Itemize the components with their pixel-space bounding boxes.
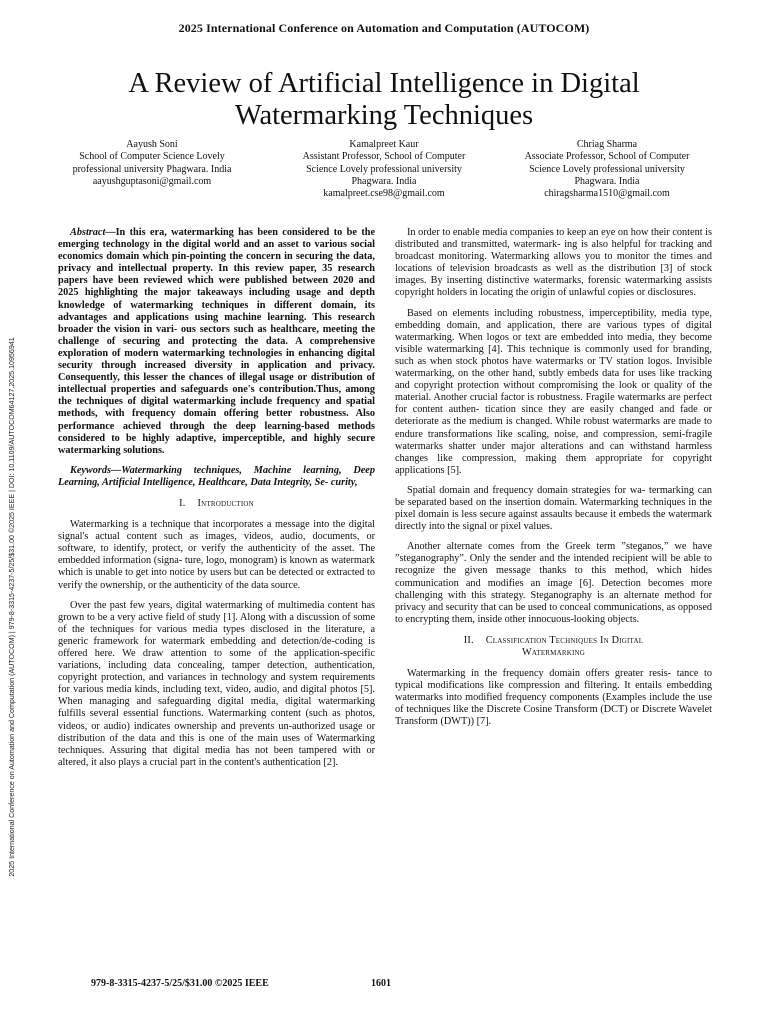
author-affiliation: Science Lovely professional university xyxy=(306,163,462,175)
section-number: I. xyxy=(179,497,186,509)
author-affiliation: professional university Phagwara. India xyxy=(72,163,232,175)
author-name: Chriag Sharma xyxy=(576,139,638,150)
keywords: Keywords—Watermarking techniques, Machine learning, Deep Learning, Artificial Intelligence, Healthcare, Data Integrity, Se- curity, xyxy=(58,464,375,488)
author-affiliation: Assistant Professor, School of Computer xyxy=(302,151,466,163)
author-name: Aayush Soni xyxy=(126,139,178,150)
abstract-lead: Abstract xyxy=(70,227,106,238)
section-title-line1: Classification Techniques In Digital xyxy=(485,634,644,646)
author-affiliation: Phagwara. India xyxy=(351,175,417,187)
author-3 xyxy=(519,139,695,200)
author-affiliation: Phagwara. India xyxy=(574,175,640,187)
section-title: Introduction xyxy=(197,497,254,509)
author-email[interactable]: kamalpreet.cse98@gmail.com xyxy=(323,188,445,200)
paragraph: Watermarking is a technique that incorporates a message into the digital signal's actual content such as images, videos, audio, documents, or software, to identify, protect, or verify the authenticity of the asset. The embedded information (signa- ture, logo, monogram) is known as watermark which is unable to get into notice by users but can be detected or extracted to verify the ownership, or the authenticity of the data source. xyxy=(58,519,375,591)
section-heading-introduction xyxy=(58,498,375,510)
left-column xyxy=(58,227,375,777)
abstract xyxy=(58,227,375,457)
doi-citation-text: 2025 International Conference on Automation and Computation (AUTOCOM) | 979-8-3315-4237-5/25/$31.00 ©2025 IEEE | DOI: 10.1109/AUTOCOM64127.2025.10956941 xyxy=(8,337,16,877)
abstract-text: —In this era, watermarking has been considered to be the emerging technology in the digital world and an asset to various social economics domain which pin-pointing the concern in securing the data, privacy and intellectual property. In this review paper, 35 research papers have been reviewed which were published between 2020 and 2025 highlighting the major takeaways including usage and depth knowledge of watermarking techniques in different domain, its advantages and applications using machine learning. This research broader the vision in vari- ous sectors such as healthcare, meeting the challenge of securing and protecting the data. A comprehensive exploration of modern watermarking technologies in enhancing digital security through increased diversity in application and privacy. Consequently, this lesser the chances of illegal usage or distribution of intellectual properties and safeguards one's contribution.Thus, among the techniques of digital watermarking include frequency and spatial methods, with frequency domain offering better robustness. Also performance achieved through the deep learning-based methods considered to be highly adaptive, imperceptible, and highly secure watermarking solutions. xyxy=(58,227,375,456)
paragraph: Another alternate comes from the Greek term ”steganos,” we have ”steganography”. Only the sender and the intended recipient will be able to recognize the given message thanks to this method, which hides communication and modifies an image [6]. Detection becomes more challenging with this strategy. Steganography is an alternate method for privacy and security that can be used to conceal communications, as opposed to encrypting them, inside other innocuous-looking objects. xyxy=(395,541,712,625)
author-email[interactable]: chiragsharma1510@gmail.com xyxy=(544,188,670,200)
author-affiliation: School of Computer Science Lovely xyxy=(79,151,225,163)
author-2 xyxy=(296,139,472,200)
author-name: Kamalpreet Kaur xyxy=(349,139,419,150)
page-number: 1601 xyxy=(371,978,391,989)
paragraph: Based on elements including robustness, imperceptibility, media type, embedding domain, and application, there are various types of digital watermarking. When logos or text are embedded into media, they become visible watermarking [4]. This technique is commonly used for branding, such as when stock photos have watermarks or TV station logos. Invisible watermarking, on the other hand, subtly embeds data for uses like tracking and copyright protection without compromising the look or quality of the material. Another crucial factor is robustness. Fragile watermarks are perfect for content authen- tication since they are easily changed and fade or deteriorate as the medium is changed. While robust watermarks are made to endure transformations like scaling, noise, and compression, semi-fragile watermarks shatter under major alterations and can withstand harmless changes like compression, making them appropriate for copyright applications [5]. xyxy=(395,307,712,476)
footer-isbn: 979-8-3315-4237-5/25/$31.00 ©2025 IEEE xyxy=(91,978,269,989)
section-title-line2: Watermarking xyxy=(521,647,586,658)
author-1 xyxy=(64,139,240,188)
author-affiliation: Science Lovely professional university xyxy=(529,163,685,175)
paper-title: A Review of Artificial Intelligence in Digital Watermarking Techniques xyxy=(128,68,640,131)
author-affiliation: Associate Professor, School of Computer xyxy=(524,151,690,163)
paragraph: In order to enable media companies to keep an eye on how their content is distributed and transmitted, watermark- ing is also helpful for tracking and broadcast monitoring. Watermarking allows you to monitor the times and locations of television broadcasts as well as the distribution [3] of stock images. By inserting distinctive watermarks, forensic watermarking assists copyright holders in locating the origin of unlawful copies or disclosures. xyxy=(395,227,712,299)
paragraph: Over the past few years, digital watermarking of multimedia content has grown to be a very active field of study [1]. Along with a discussion of some of the techniques for various media types disclosed in the literature, a generic framework for watermark embedding and detection/de-coding is offered here. We draw attention to some of the application-specific variations, including data concealing, tamper detection, authentication, copyright protection, and variances in technology and system requirements for various media kinds, including text, video, audio, and digital photos [5]. When managing and safeguarding digital media, digital watermarking fulfills several essential functions. Watermarking content (such as photos, videos, or audio) indicates ownership and prevents un-authorized usage or distribution of the data and this is one of the main uses of Watermarking techniques. Assuring that digital media has not been tampered with or altered, it also plays a crucial part in the content's authentication [2]. xyxy=(58,599,375,768)
section-heading-classification xyxy=(395,635,712,659)
paragraph: Watermarking in the frequency domain offers greater resis- tance to typical modifications like compression and filtering. It entails embedding watermarks into modified frequency components (Examples include the use of techniques like the Discrete Cosine Transform (DCT) or Discrete Wavelet Transform (DWT)) [7]. xyxy=(395,668,712,728)
conference-header: 2025 International Conference on Automation and Computation (AUTOCOM) xyxy=(178,21,590,35)
author-email[interactable]: aayushguptasoni@gmail.com xyxy=(92,175,212,187)
side-margin-citation xyxy=(0,262,24,952)
paragraph: Spatial domain and frequency domain strategies for wa- termarking can be separated based on the insertion domain. Watermarking techniques in the pixel domain is less secure against assaults because it embeds the watermark directly into the signal or pixel values. xyxy=(395,484,712,533)
right-column xyxy=(395,227,712,737)
section-number: II. xyxy=(463,634,474,646)
